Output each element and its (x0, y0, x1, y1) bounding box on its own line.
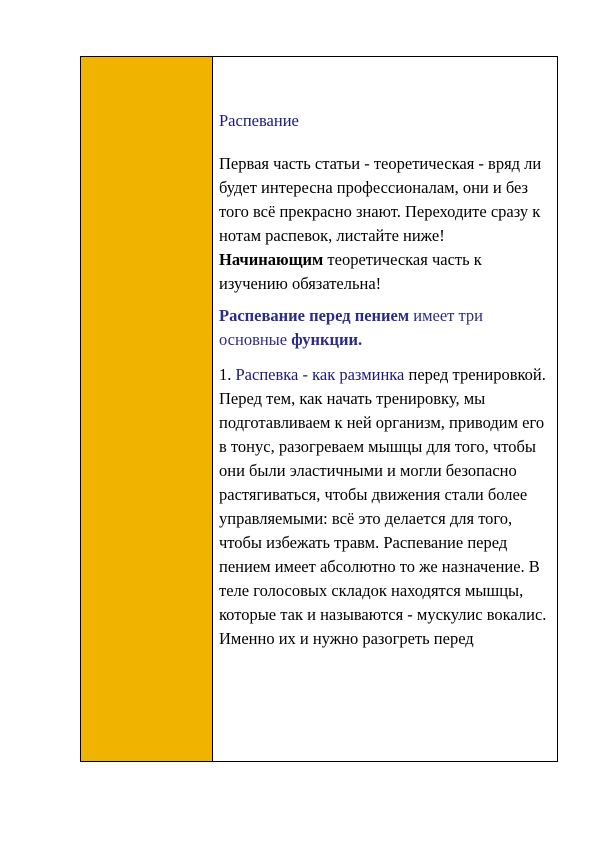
item-title: Распевка - как разминка (235, 365, 405, 384)
decorative-sidebar (81, 57, 213, 761)
section-mid-text: имеет три основные (219, 306, 483, 349)
item-text: перед тренировкой. Перед тем, как начать тренировку, мы подготавливаем к ней организм, приводим его в тонус, разогреваем мышцы для того, чтобы они были эластичными и могли безопасно растягиваться, чтобы движения стали более управляемыми: всё это делается для того, чтобы избежать травм. Распевание перед пением имеет абсолютно то же назначение. В теле голосовых складок находятся мышцы, которые так и называются - мускулис вокалис. Именно их и нужно разогреть перед (219, 365, 547, 648)
text-column (213, 57, 557, 761)
section-paragraph (219, 304, 549, 352)
item-number: 1. (219, 365, 236, 384)
document-heading: Распевание (219, 111, 299, 130)
intro-rest: теоретическая часть к изучению обязательна! (219, 250, 482, 293)
intro-bold-word: Начинающим (219, 250, 324, 269)
intro-text: Первая часть статьи - теоретическая - вряд ли будет интересна профессионалам, они и без того всё прекрасно знают. Переходите сразу к нотам распевок, листайте ниже! (219, 154, 542, 245)
section-bold-end: функции. (291, 330, 363, 349)
item-paragraph (219, 363, 549, 651)
section-bold-title: Распевание перед пением (219, 306, 410, 325)
document-table (80, 56, 558, 762)
intro-paragraph (219, 152, 549, 296)
